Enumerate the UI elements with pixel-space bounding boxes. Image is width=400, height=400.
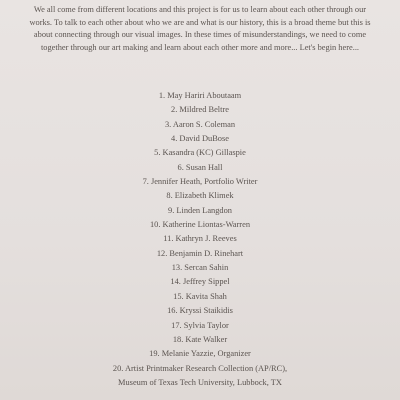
participant-item: 19. Melanie Yazzie, Organizer xyxy=(149,349,251,359)
participant-item: 4. David DuBose xyxy=(171,134,229,144)
participant-item: 20. Artist Printmaker Research Collection (AP/RC), xyxy=(112,363,288,373)
participant-item: 14. Jeffrey Sippel xyxy=(170,277,230,287)
participant-item: 16. Kryssi Staikidis xyxy=(167,306,233,316)
participant-item: 18. Kate Walker xyxy=(172,334,228,344)
participant-item: 15. Kavita Shah xyxy=(173,291,227,301)
participant-list xyxy=(0,89,400,390)
participant-item: 12. Benjamin D. Rinehart xyxy=(156,248,244,258)
participant-item: 11. Kathryn J. Reeves xyxy=(163,234,237,244)
participant-item: 10. Katherine Liontas-Warren xyxy=(149,220,251,230)
participant-item: 1. May Hariri Aboutaam xyxy=(158,91,242,100)
participant-item: 17. Sylvia Taylor xyxy=(171,320,229,330)
participant-item: 3. Aaron S. Coleman xyxy=(164,119,236,129)
participant-item-continued: Museum of Texas Tech University, Lubbock, TX xyxy=(118,377,282,387)
intro-paragraph: We all come from different locations and this project is for us to learn about each other through our works. To talk to each other about who we are and what is our history, this is a broad theme but this is about connecting through our visual images. In these times of misunderstandings, we need to come together through our art making and learn about each other more and more... Let's begin here... xyxy=(29,5,371,52)
participant-item: 7. Jennifer Heath, Portfolio Writer xyxy=(142,177,258,187)
participant-item: 9. Linden Langdon xyxy=(168,205,232,215)
participant-item: 5. Kasandra (KC) Gillaspie xyxy=(154,148,246,158)
participant-item: 13. Sercan Sahin xyxy=(171,263,229,273)
participant-item: 2. Mildred Beltre xyxy=(171,105,229,115)
participant-item: 8. Elizabeth Klimek xyxy=(166,191,234,201)
participant-item: 6. Susan Hall xyxy=(177,162,223,172)
